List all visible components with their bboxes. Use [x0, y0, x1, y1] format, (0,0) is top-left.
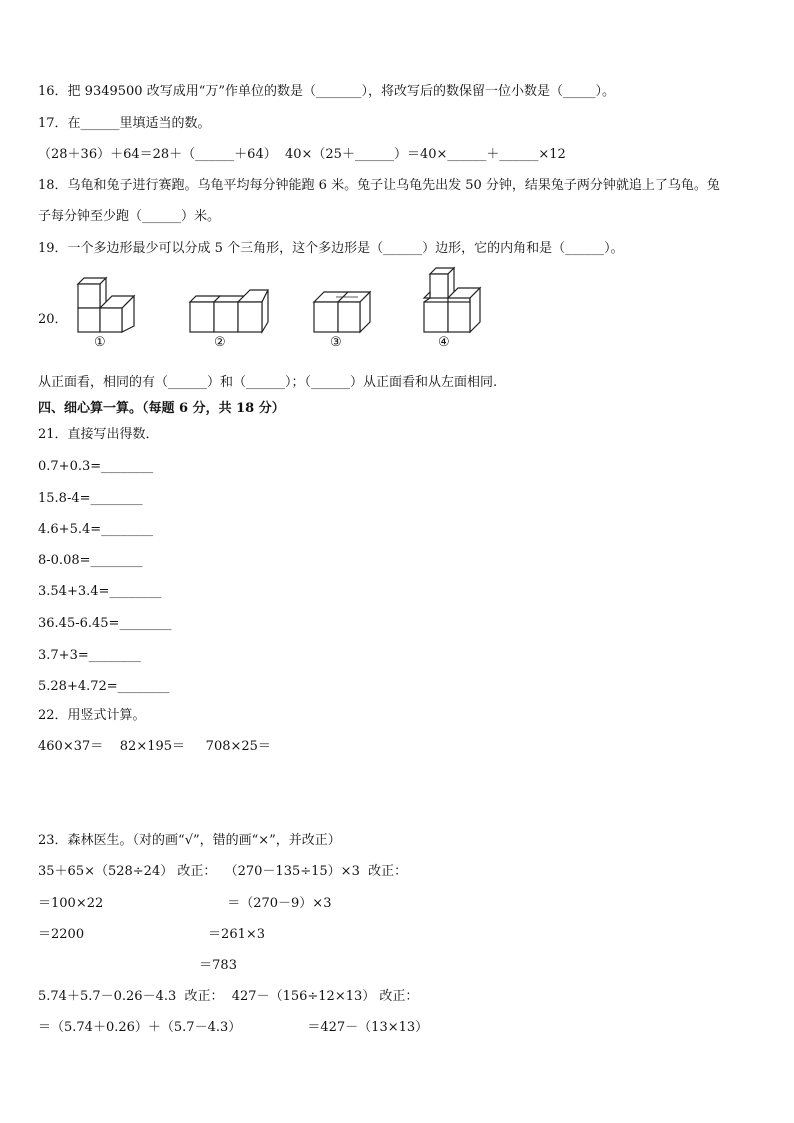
q22-items: 460×37＝ 82×195＝ 708×25＝	[38, 739, 271, 754]
q17: 17．在______里填适当的数。	[38, 116, 211, 131]
q19: 19．一个多边形最少可以分成 5 个三角形，这个多边形是（______）边形，它的内角和是（______）。	[38, 241, 624, 256]
calc-5: 3.54+3.4=________	[38, 584, 162, 599]
figure-4-label: ④	[438, 335, 450, 350]
figure-2-label: ②	[214, 335, 226, 350]
q16: 16．把 9349500 改写成用“万”作单位的数是（_______），将改写后的数保留一位小数是（_____）。	[38, 84, 615, 99]
q20-number: 20．	[38, 312, 68, 327]
q23-line4: ＝783	[38, 958, 237, 973]
calc-7: 3.7+3=________	[38, 648, 141, 663]
q18-line2: 子每分钟至少跑（______）米。	[38, 209, 221, 224]
calc-6: 36.45-6.45=________	[38, 616, 172, 631]
calc-2: 15.8-4=________	[38, 491, 143, 506]
calc-3: 4.6+5.4=________	[38, 522, 154, 537]
q23: 23．森林医生。（对的画“√”，错的画“×”，并改正）	[38, 833, 341, 848]
q20-text: 从正面看，相同的有（______）和（______）；（______）从正面看和从左面相同.	[38, 375, 498, 390]
q18-line1: 18．乌龟和兔子进行赛跑。乌龟平均每分钟能跑 6 米。兔子让乌龟先出发 50 分钟，结果兔子两分钟就追上了乌龟。兔	[38, 178, 720, 193]
q20-figures	[38, 270, 558, 360]
q23-line1: 35＋65×（528÷24） 改正： （270－135÷15）×3 改正：	[38, 864, 408, 879]
figure-3-cubes	[312, 292, 374, 334]
fig1-cube-br	[100, 308, 122, 332]
fig1-cube-top	[78, 284, 100, 308]
figure-4-cubes	[422, 266, 484, 334]
figure-1-label: ①	[94, 335, 106, 350]
q23-line2: ＝100×22 ＝（270－9）×3	[38, 896, 332, 911]
figure-3-label: ③	[330, 335, 342, 350]
calc-1: 0.7+0.3=________	[38, 459, 154, 474]
fig2-cube-2	[214, 302, 238, 332]
section-4-heading: 四、细心算一算。（每题 6 分，共 18 分）	[38, 401, 285, 416]
q23-line6: ＝（5.74＋0.26）＋（5.7－4.3） ＝427－（13×13）	[38, 1020, 429, 1035]
calc-4: 8-0.08=________	[38, 553, 143, 568]
q22: 22．用竖式计算。	[38, 708, 146, 723]
q23-line3: ＝2200 ＝261×3	[38, 927, 266, 942]
fig1-cube-bl	[78, 308, 100, 332]
q17-equations: （28＋36）＋64＝28＋（______＋64） 40×（25＋______）＝40×______＋______×12	[38, 147, 566, 162]
q21: 21．直接写出得数．	[38, 427, 159, 442]
figure-2-cubes	[188, 294, 270, 334]
fig2-cube-3	[238, 302, 262, 332]
calc-8: 5.28+4.72=________	[38, 679, 170, 694]
fig2-cube-1	[190, 302, 214, 332]
figure-1-cubes	[76, 276, 141, 332]
q23-line5: 5.74＋5.7－0.26－4.3 改正： 427－（156÷12×13） 改正：	[38, 989, 419, 1004]
